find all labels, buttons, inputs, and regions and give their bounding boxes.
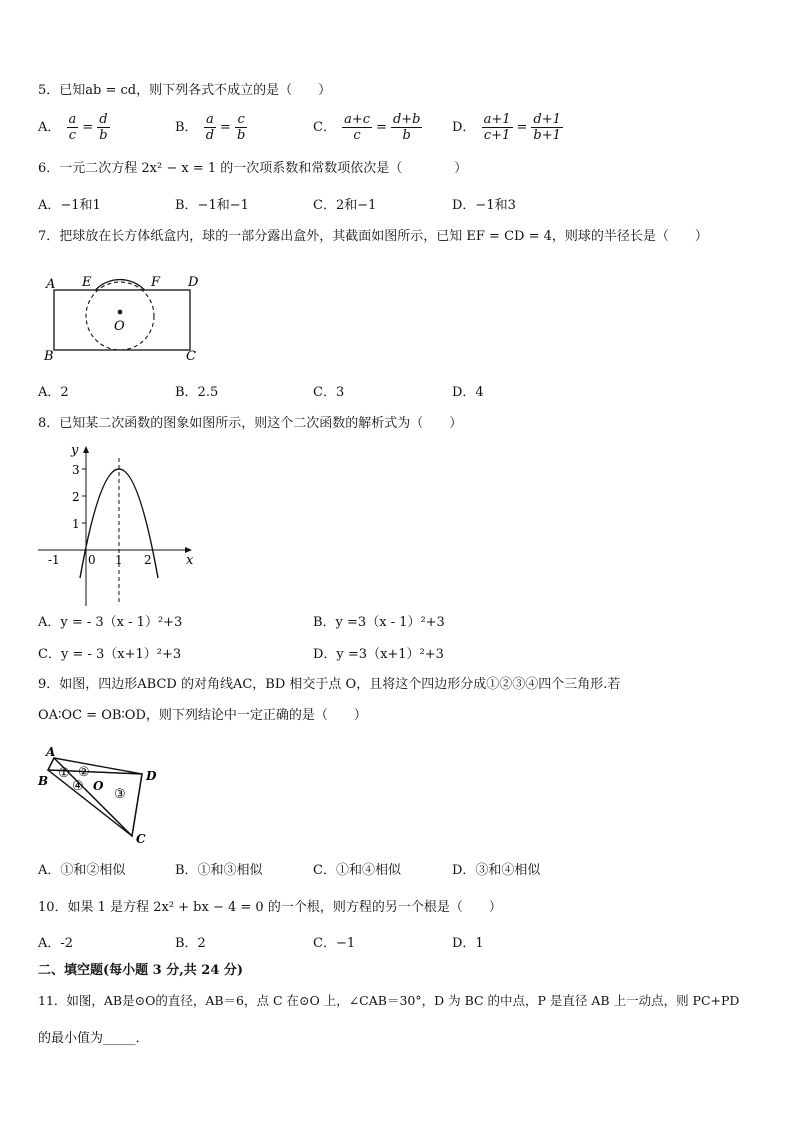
q5-option-d: D． $\frac{a+1}{c+1}$ = $\frac{d+1}{b+1}$ [452, 112, 561, 143]
ball-arc-above [96, 280, 145, 290]
q10-option-a: A．-2 [38, 936, 74, 951]
label-O: O [93, 779, 104, 793]
q11-stem-line2: 的最小值为_____． [38, 1031, 149, 1046]
q10-option-b: B．2 [175, 936, 206, 951]
q9-option-c: C．①和④相似 [313, 863, 401, 878]
option-label: C． [313, 120, 336, 135]
q9-option-d: D．③和④相似 [452, 863, 541, 878]
q5-stem: 5．已知ab = cd，则下列各式不成立的是（ ） [38, 83, 332, 98]
q9-option-b: B．①和③相似 [175, 863, 263, 878]
fraction: $\frac{a}{c}$ [68, 112, 77, 143]
q7-option-a: A．2 [38, 385, 69, 400]
label-D: D [146, 769, 157, 783]
y-tick-label-3: 3 [72, 463, 80, 477]
fraction: $\frac{c}{b}$ [236, 112, 246, 143]
x-tick-label-1: 1 [115, 553, 123, 567]
label-C: C [186, 349, 196, 364]
label-A: A [46, 277, 56, 292]
option-label: B． [175, 120, 198, 135]
fraction: $\frac{d+b}{b}$ [392, 112, 421, 143]
label-y: y [71, 443, 79, 458]
fraction: $\frac{a+c}{c}$ [344, 112, 371, 143]
q10-option-c: C．−1 [313, 936, 356, 951]
q8-option-d: D．y =3（x+1）²+3 [313, 647, 444, 662]
region-4: ④ [72, 779, 84, 794]
y-tick-label-1: 1 [72, 517, 80, 531]
label-O: O [114, 319, 125, 334]
fraction: $\frac{a+1}{c+1}$ [483, 112, 511, 143]
q7-figure [38, 268, 208, 364]
q10-option-d: D．1 [452, 936, 484, 951]
label-B: B [44, 349, 54, 364]
q9-figure [38, 744, 178, 848]
label-x: x [186, 553, 194, 568]
ball-circle-dashed [86, 282, 154, 350]
label-B: B [38, 774, 49, 788]
q5-option-a: A． $\frac{a}{c}$ = $\frac{d}{b}$ [38, 112, 108, 143]
label-E: E [82, 275, 92, 290]
q6-option-b: B．−1和−1 [175, 198, 249, 213]
q7-stem: 7．把球放在长方体纸盒内，球的一部分露出盒外，其截面如图所示，已知 EF = CD = 4，则球的半径长是（ ） [38, 229, 708, 244]
label-D: D [188, 275, 199, 290]
q8-option-a: A．y = - 3（x - 1）²+3 [38, 615, 183, 630]
q9-option-a: A．①和②相似 [38, 863, 126, 878]
y-tick-label-2: 2 [72, 490, 80, 504]
fraction: $\frac{a}{d}$ [205, 112, 215, 143]
region-3: ③ [114, 787, 126, 802]
option-label: D． [452, 120, 476, 135]
q9-stem-line2: OA∶OC = OB∶OD，则下列结论中一定正确的是（ ） [38, 708, 367, 723]
q9-stem-line1: 9．如图，四边形ABCD 的对角线AC，BD 相交于点 O，且将这个四边形分成①②③④四个三角形.若 [38, 677, 621, 692]
x-tick-label-2: 2 [144, 553, 152, 567]
region-2: ② [78, 765, 90, 780]
center-point [118, 310, 123, 315]
q7-option-d: D．4 [452, 385, 484, 400]
label-C: C [136, 832, 146, 846]
q5-option-c: C． $\frac{a+c}{c}$ = $\frac{d+b}{b}$ [313, 112, 421, 143]
q8-option-b: B．y =3（x - 1）²+3 [313, 615, 445, 630]
section-title: 二、填空题(每小题 3 分,共 24 分) [38, 963, 244, 978]
option-label: A． [38, 120, 61, 135]
fraction: $\frac{d}{b}$ [99, 112, 108, 143]
x-tick-label-0: 0 [88, 553, 96, 567]
q8-graph [34, 438, 204, 610]
label-F: F [151, 275, 161, 290]
q7-option-b: B．2.5 [175, 385, 219, 400]
q8-stem: 8．已知某二次函数的图象如图所示，则这个二次函数的解析式为（ ） [38, 416, 463, 431]
fraction: $\frac{d+1}{b+1}$ [533, 112, 561, 143]
x-tick-label-minus1: -1 [48, 553, 60, 567]
q6-stem: 6．一元二次方程 2x² − x = 1 的一次项系数和常数项依次是（ ） [38, 161, 468, 176]
q8-option-c: C．y = - 3（x+1）²+3 [38, 647, 182, 662]
q6-option-c: C．2和−1 [313, 198, 377, 213]
q6-option-a: A．−1和1 [38, 198, 101, 213]
q7-option-c: C．3 [313, 385, 345, 400]
y-axis-arrow [83, 446, 89, 453]
q10-stem: 10．如果 1 是方程 2x² + bx − 4 = 0 的一个根，则方程的另一个根是（ ） [38, 900, 502, 915]
q5-option-b: B． $\frac{a}{d}$ = $\frac{c}{b}$ [175, 112, 246, 143]
label-A: A [46, 745, 56, 759]
q11-stem-line1: 11．如图，AB是⊙O的直径，AB＝6，点 C 在⊙O 上，∠CAB＝30°，D 为 BC 的中点，P 是直径 AB 上一动点，则 PC+PD [38, 993, 740, 1008]
region-1: ① [58, 766, 70, 781]
q6-option-d: D．−1和3 [452, 198, 516, 213]
